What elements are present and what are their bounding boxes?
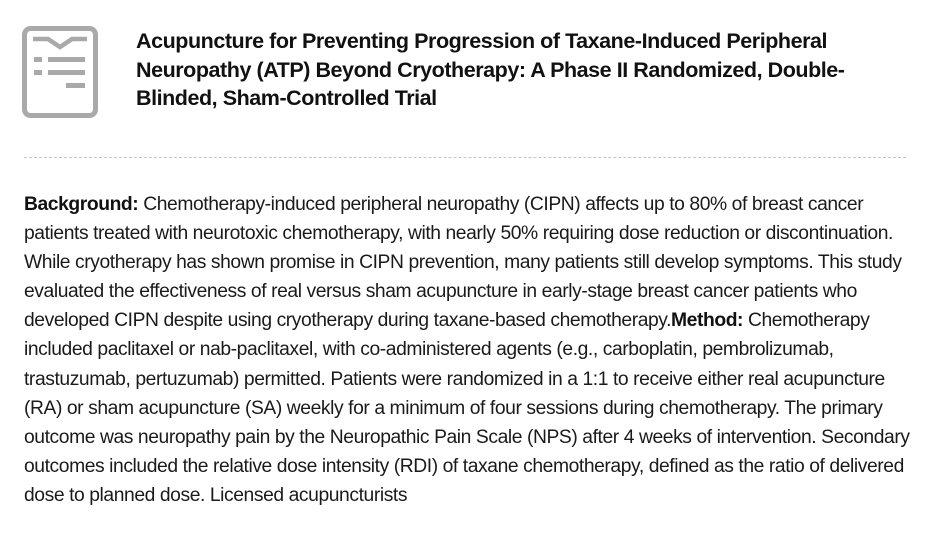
method-text: Chemotherapy included paclitaxel or nab-paclitaxel, with co-administered agents (e.g., carboplatin, pembrolizumab, trastuzumab, pertuzumab) permitted. Patients were randomized in a 1:1 to receive either real acupuncture (RA) or sham acupuncture (SA) weekly for a minimum of four sessions during chemotherapy. The primary outcome was neuropathy pain by the Neuropathic Pain Scale (NPS) after 4 weeks of intervention. Secondary outcomes included the relative dose intensity (RDI) of taxane chemotherapy, defined as the ratio of delivered dose to planned dose. Licensed acupuncturists: [24, 310, 910, 506]
article-header: [0, 0, 930, 150]
method-label: Method:: [671, 310, 744, 332]
background-text: Chemotherapy-induced peripheral neuropathy (CIPN) affects up to 80% of breast cancer patients treated with neurotoxic chemotherapy, with nearly 50% requiring dose reduction or discontinuation. While cryotherapy has shown promise in CIPN prevention, many patients still develop symptoms. This study evaluated the effectiveness of real versus sham acupuncture in early-stage breast cancer patients who developed CIPN despite using cryotherapy during taxane-based chemotherapy.: [24, 194, 902, 332]
section-divider: [24, 157, 906, 158]
abstract-body: [24, 190, 920, 510]
article-title: Acupuncture for Preventing Progression of Taxane-Induced Peripheral Neuropathy (ATP) Beyond Cryotherapy: A Phase II Randomized, Double-Blinded, Sham-Controlled Trial: [136, 29, 845, 110]
document-list-icon: [22, 26, 98, 118]
background-label: Background:: [24, 194, 139, 215]
